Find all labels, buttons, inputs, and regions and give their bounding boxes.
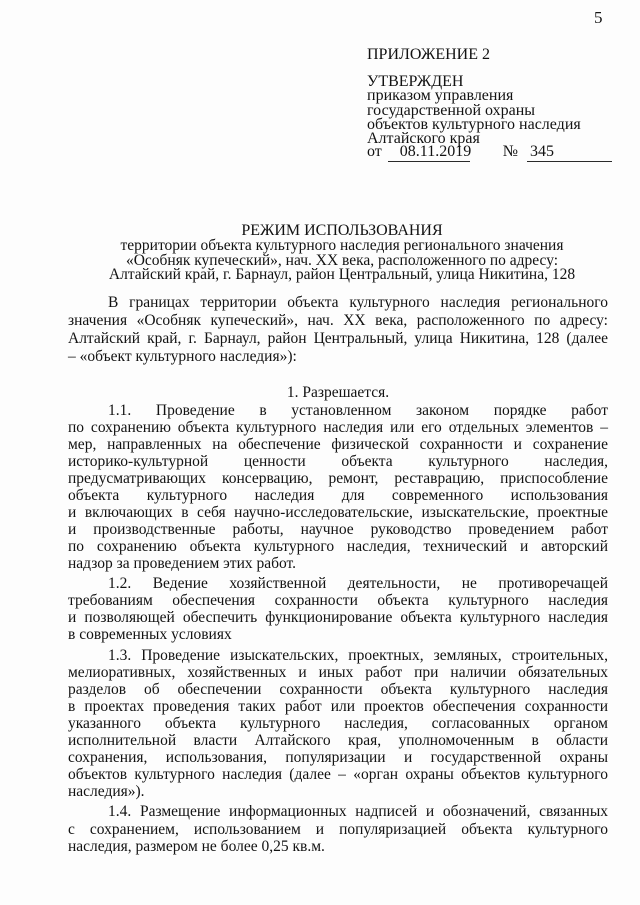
paragraph-line: объекта культурного наследия для современного использования bbox=[68, 487, 608, 505]
title-subtitle-line: территории объекта культурного наследия регионального значения bbox=[120, 236, 564, 254]
paragraph-line: мер, направленных на обеспечение физической сохранности и сохранение bbox=[68, 436, 608, 454]
order-number: 345 bbox=[530, 143, 555, 160]
paragraph-line: сохранения, использования, популяризации и государственной охраны bbox=[68, 749, 608, 767]
section-heading: 1. Разрешается. bbox=[286, 384, 390, 401]
order-line: государственной охраны bbox=[367, 102, 536, 119]
paragraph-line: надзор за проведением этих работ. bbox=[68, 555, 297, 573]
paragraph-line: исполнительной власти Алтайского края, уполномоченным в области bbox=[68, 732, 608, 750]
paragraph-line: с сохранением, использованием и популяризацией объекта культурного bbox=[68, 820, 608, 838]
paragraph-line: мелиоративных, хозяйственных и иных работ при наличии обязательных bbox=[68, 664, 608, 682]
clause-1-3 bbox=[68, 647, 608, 800]
page-number: 5 bbox=[594, 8, 603, 27]
paragraph-line: предусматривающих консервацию, ремонт, реставрацию, приспособление bbox=[68, 470, 608, 488]
order-date-field bbox=[388, 143, 470, 162]
number-prefix: № bbox=[502, 143, 519, 160]
title-subtitle-line: Алтайский край, г. Барнаул, район Центральный, улица Никитина, 128 bbox=[108, 265, 576, 283]
order-line: приказом управления bbox=[367, 87, 514, 104]
paragraph-line: Алтайский край, г. Барнаул, район Центральный, улица Никитина, 128 (далее bbox=[68, 330, 608, 348]
paragraph-line: историко-культурной ценности объекта культурного наследия, bbox=[68, 453, 608, 471]
title-heading: РЕЖИМ ИСПОЛЬЗОВАНИЯ bbox=[241, 221, 443, 239]
clause-1-2 bbox=[68, 575, 608, 643]
order-number-field bbox=[527, 143, 612, 162]
date-prefix: от bbox=[367, 143, 382, 160]
order-line: объектов культурного наследия bbox=[367, 116, 581, 133]
clause-1-4 bbox=[68, 803, 608, 856]
paragraph-line: наследия, размером не более 0,25 кв.м. bbox=[68, 838, 325, 855]
paragraph-line: в проектах проведения таких работ или проектов обеспечения сохранности bbox=[68, 698, 608, 716]
paragraph-line: и производственные работы, научное руководство проведением работ bbox=[68, 521, 608, 539]
clause-1-1 bbox=[68, 402, 608, 572]
order-line: Алтайского края bbox=[367, 130, 480, 147]
paragraph-line: и позволяющей обеспечить функционирование объекта культурного наследия bbox=[68, 609, 608, 627]
intro-paragraph bbox=[68, 294, 608, 367]
paragraph-line: 1.4. Размещение информационных надписей и обозначений, связанных bbox=[108, 803, 608, 820]
paragraph-line: – «объект культурного наследия»): bbox=[68, 348, 297, 366]
order-date-line bbox=[367, 143, 612, 162]
appendix-label: ПРИЛОЖЕНИЕ 2 bbox=[367, 46, 491, 63]
paragraph-line: в современных условиях bbox=[68, 626, 232, 644]
paragraph-line: разделов об обеспечении сохранности объекта культурного наследия bbox=[68, 681, 608, 699]
paragraph-line: по сохранению объекта культурного наследия, технический и авторский bbox=[68, 538, 608, 556]
paragraph-line: наследия»). bbox=[68, 783, 145, 801]
paragraph-line: и включающих в себя научно-исследовательские, изыскательские, проектные bbox=[68, 504, 608, 522]
title-subtitle-line: «Особняк купеческий», нач. XX века, расположенного по адресу: bbox=[125, 251, 559, 269]
paragraph-line: указанного объекта культурного наследия, согласованных органом bbox=[68, 715, 608, 733]
approved-label: УТВЕРЖДЕН bbox=[367, 73, 464, 90]
paragraph-line: по сохранению объекта культурного наследия или его отдельных элементов – bbox=[68, 419, 608, 437]
paragraph-line: В границах территории объекта культурного наследия регионального bbox=[108, 293, 608, 311]
paragraph-line: 1.2. Ведение хозяйственной деятельности, не противоречащей bbox=[108, 575, 608, 593]
paragraph-line: значения «Особняк купеческий», нач. XX века, расположенного по адресу: bbox=[68, 311, 608, 329]
paragraph-line: объектов культурного наследия (далее – «орган охраны объектов культурного bbox=[68, 766, 608, 784]
paragraph-line: требованиям обеспечения сохранности объекта культурного наследия bbox=[68, 592, 608, 610]
order-date: 08.11.2019 bbox=[399, 143, 472, 160]
paragraph-line: 1.1. Проведение в установленном законом порядке работ bbox=[108, 402, 608, 420]
paragraph-line: 1.3. Проведение изыскательских, проектных, земляных, строительных, bbox=[108, 647, 608, 665]
